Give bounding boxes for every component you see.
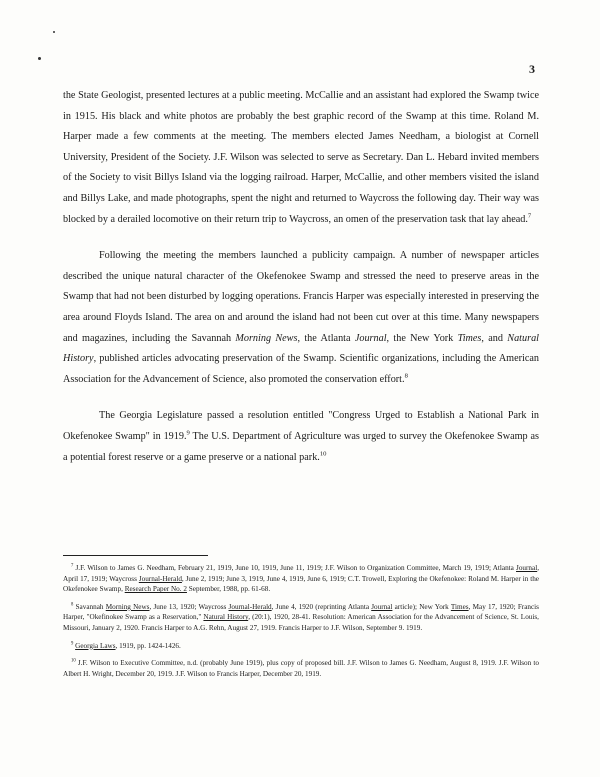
footnotes [63, 563, 539, 686]
paragraph-2: Following the meeting the members launched a publicity campaign. A number of newspaper articles described the unique natural character of the Okefenokee Swamp and stressed the need to preserve areas in the Swamp that had not been disturbed by logging operations. Francis Harper was especially interested in preserving the area around Floyds Island. The area on and around the island had not been cut over at this time. Many newspapers and magazines, including the Savannah Morning News, the Atlanta Journal, the New York Times, and Natural History, published articles advocating preservation of the Swamp. Scientific organizations, including the American Association for the Advancement of Science, also promoted the conservation effort.$^8$ [63, 250, 539, 385]
footnote-7: $^7$ J.F. Wilson to James G. Needham, February 21, 1919, June 10, 1919, June 11, 1919; J.F. Wilson to Organization Committee, March 19, 1919; Atlanta Journal, April 17, 1919; Waycross Journal-Herald, June 2, 1919; June 3, 1919, June 4, 1919, June 6, 1919; C.T. Trowell, Exploring the Okefenokee: Roland M. Harper in the Okefenokee Swamp, Research Paper No. 2 September, 1988, pp. 61-68. [63, 563, 539, 594]
paragraph-3: The Georgia Legislature passed a resolution entitled "Congress Urged to Establish a National Park in Okefenokee Swamp" in 1919.$^9$ The U.S. Department of Agriculture was urged to survey the Okefenokee Swamp as a potential forest reserve or a game preserve or a national park.$^{10}$ [63, 410, 540, 463]
footnote-10: $^{10}$ J.F. Wilson to Executive Committee, n.d. (probably June 1919), plus copy of proposed bill. J.F. Wilson to James G. Needham, August 8, 1919. J.F. Wilson to Albert H. Wright, December 20, 1919. J.F. Wilson to Francis Harper, December 20, 1919. [63, 658, 539, 678]
footnote-ref-9: 9 [186, 429, 190, 437]
footnote-ref-8: 8 [404, 372, 408, 380]
footnote-ref-10: 10 [319, 450, 327, 458]
footnote-divider [63, 555, 208, 556]
page-number: 3 [529, 62, 535, 76]
paragraph-1: the State Geologist, presented lectures at a public meeting. McCallie and an assistant had explored the Swamp twice in 1915. His black and white photos are probably the best graphic record of the Swamp at this time. Roland M. Harper made a few comments at the meeting. The members elected James Needham, a biologist at Cornell University, President of the Society. J.F. Wilson was selected to serve as Secretary. Dan L. Hebard invited members of the Society to visit Billys Island via the logging railroad. Harper, McCallie, and other members visited the island and Billys Lake, and made photographs, spent the night and returned to Waycross the following day. Their way was blocked by a derailed locomotive on their return trip to Waycross, an omen of the preservation task that lay ahead.$^7$ [63, 90, 539, 225]
scan-speck [38, 57, 41, 60]
scan-speck [53, 31, 55, 33]
main-text [63, 86, 539, 484]
footnote-8: $^8$ Savannah Morning News, June 13, 1920; Waycross Journal-Herald, June 4, 1920 (reprinting Atlanta Journal article); New York Times, May 17, 1920; Francis Harper, "Okefinokee Swamp as a Reservation," Natural History, (20:1), 1920, 28-41. Resolution: American Association for the Advancement of Science, St. Louis, Missouri, January 2, 1920. Francis Harper to A.G. Rehn, August 27, 1919. Francis Harper to J.F. Wilson, September 9. 1919. [63, 602, 539, 632]
footnote-9: $^9$ Georgia Laws, 1919, pp. 1424-1426. [71, 641, 181, 650]
footnote-ref-7: 7 [527, 212, 532, 220]
